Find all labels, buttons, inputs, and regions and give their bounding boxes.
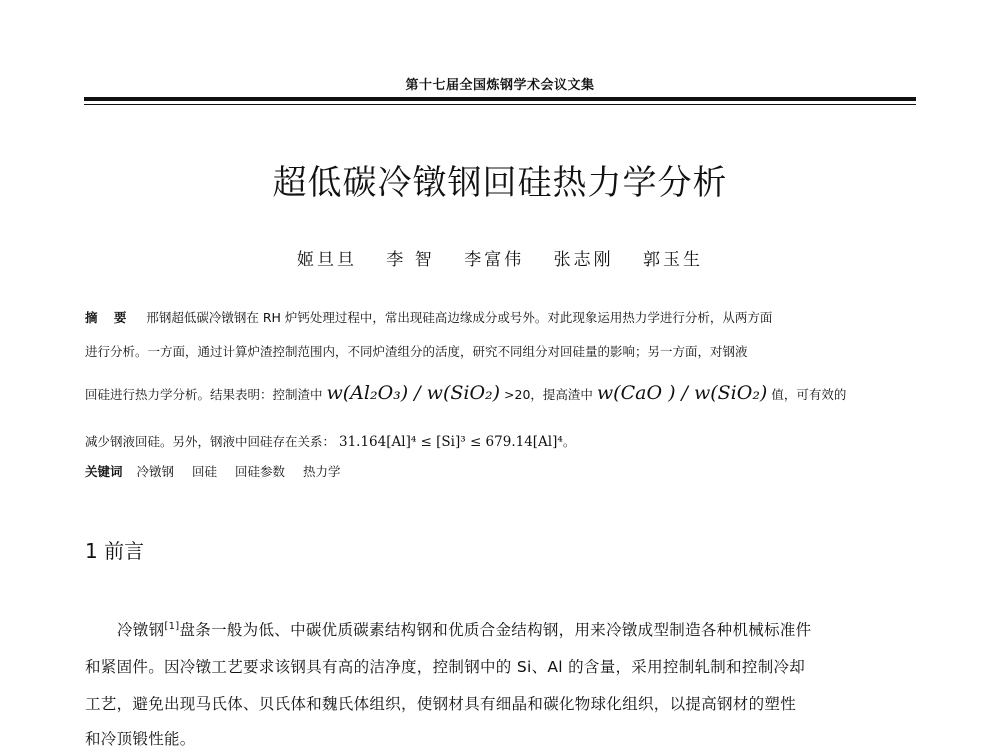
keyword: 冷镦钢 xyxy=(136,464,175,479)
abstract-text: 减少钢液回硅。另外，钢液中回硅存在关系： xyxy=(85,434,336,449)
body-text: 盘条一般为低、中碳优质碳素结构钢和优质合金结构钢，用来冷镦成型制造各种机械标准件 xyxy=(179,621,812,639)
abstract-line-2: 进行分析。一方面，通过计算炉渣控制范围内，不同炉渣组分的活度，研究不同组分对回硅量的影响；另一方面，对钢液 xyxy=(85,344,748,359)
abstract-line-1 xyxy=(85,308,772,326)
body-paragraph-line: 和紧固件。因冷镦工艺要求该钢具有高的洁净度，控制钢中的 Si、Al 的含量，采用控制轧制和控制冷却 xyxy=(85,658,806,676)
author-name: 张志刚 xyxy=(553,250,614,270)
header-rule-thick xyxy=(84,97,916,101)
abstract-text: 。 xyxy=(562,434,576,449)
abstract-text: 回硅进行热力学分析。结果表明：控制渣中 xyxy=(85,387,323,402)
keywords-label: 关键词 xyxy=(85,464,123,479)
author-name: 李 智 xyxy=(386,250,435,270)
abstract-line-4 xyxy=(85,432,575,450)
paper-title: 超低碳冷镦钢回硅热力学分析 xyxy=(272,163,728,203)
abstract-line-3 xyxy=(85,382,846,404)
citation-ref: [1] xyxy=(164,620,180,632)
keywords-line xyxy=(85,462,355,480)
body-paragraph-line xyxy=(117,618,949,640)
author-name: 李富伟 xyxy=(464,250,525,270)
body-text: 冷镦钢 xyxy=(117,621,165,639)
formula-cao-sio2-ratio: w(CaO ) / w(SiO₂) xyxy=(596,382,768,404)
abstract-text: 值，可有效的 xyxy=(771,387,847,402)
body-paragraph-line: 工艺，避免出现马氏体、贝氏体和魏氏体组织，使钢材具有细晶和碳化物球化组织，以提高钢材的塑性 xyxy=(85,695,797,713)
keyword: 回硅 xyxy=(192,464,218,479)
header-rule-thin xyxy=(84,104,916,105)
keyword: 回硅参数 xyxy=(235,464,286,479)
author-list xyxy=(0,245,1000,270)
author-name: 姬旦旦 xyxy=(296,250,357,270)
formula-al2o3-sio2-ratio: w(Al₂O₃) / w(SiO₂) xyxy=(326,382,501,404)
abstract-text: >20，提高渣中 xyxy=(504,387,593,402)
abstract-text: 邢钢超低碳冷镦钢在 RH 炉钙处理过程中，常出现硅高边缘成分或号外。对此现象运用热力学进行分析，从两方面 xyxy=(146,310,773,325)
author-name: 郭玉生 xyxy=(643,250,704,270)
section-heading: 1 前言 xyxy=(85,539,145,563)
proceedings-header: 第十七届全国炼钢学术会议文集 xyxy=(405,78,595,93)
body-paragraph-line: 和冷顶锻性能。 xyxy=(85,730,196,748)
abstract-label: 摘 要 xyxy=(85,310,133,325)
formula-al-si-relation: 31.164[Al]⁴ ≤ [Si]³ ≤ 679.14[Al]⁴ xyxy=(339,434,563,450)
keyword: 热力学 xyxy=(303,464,341,479)
